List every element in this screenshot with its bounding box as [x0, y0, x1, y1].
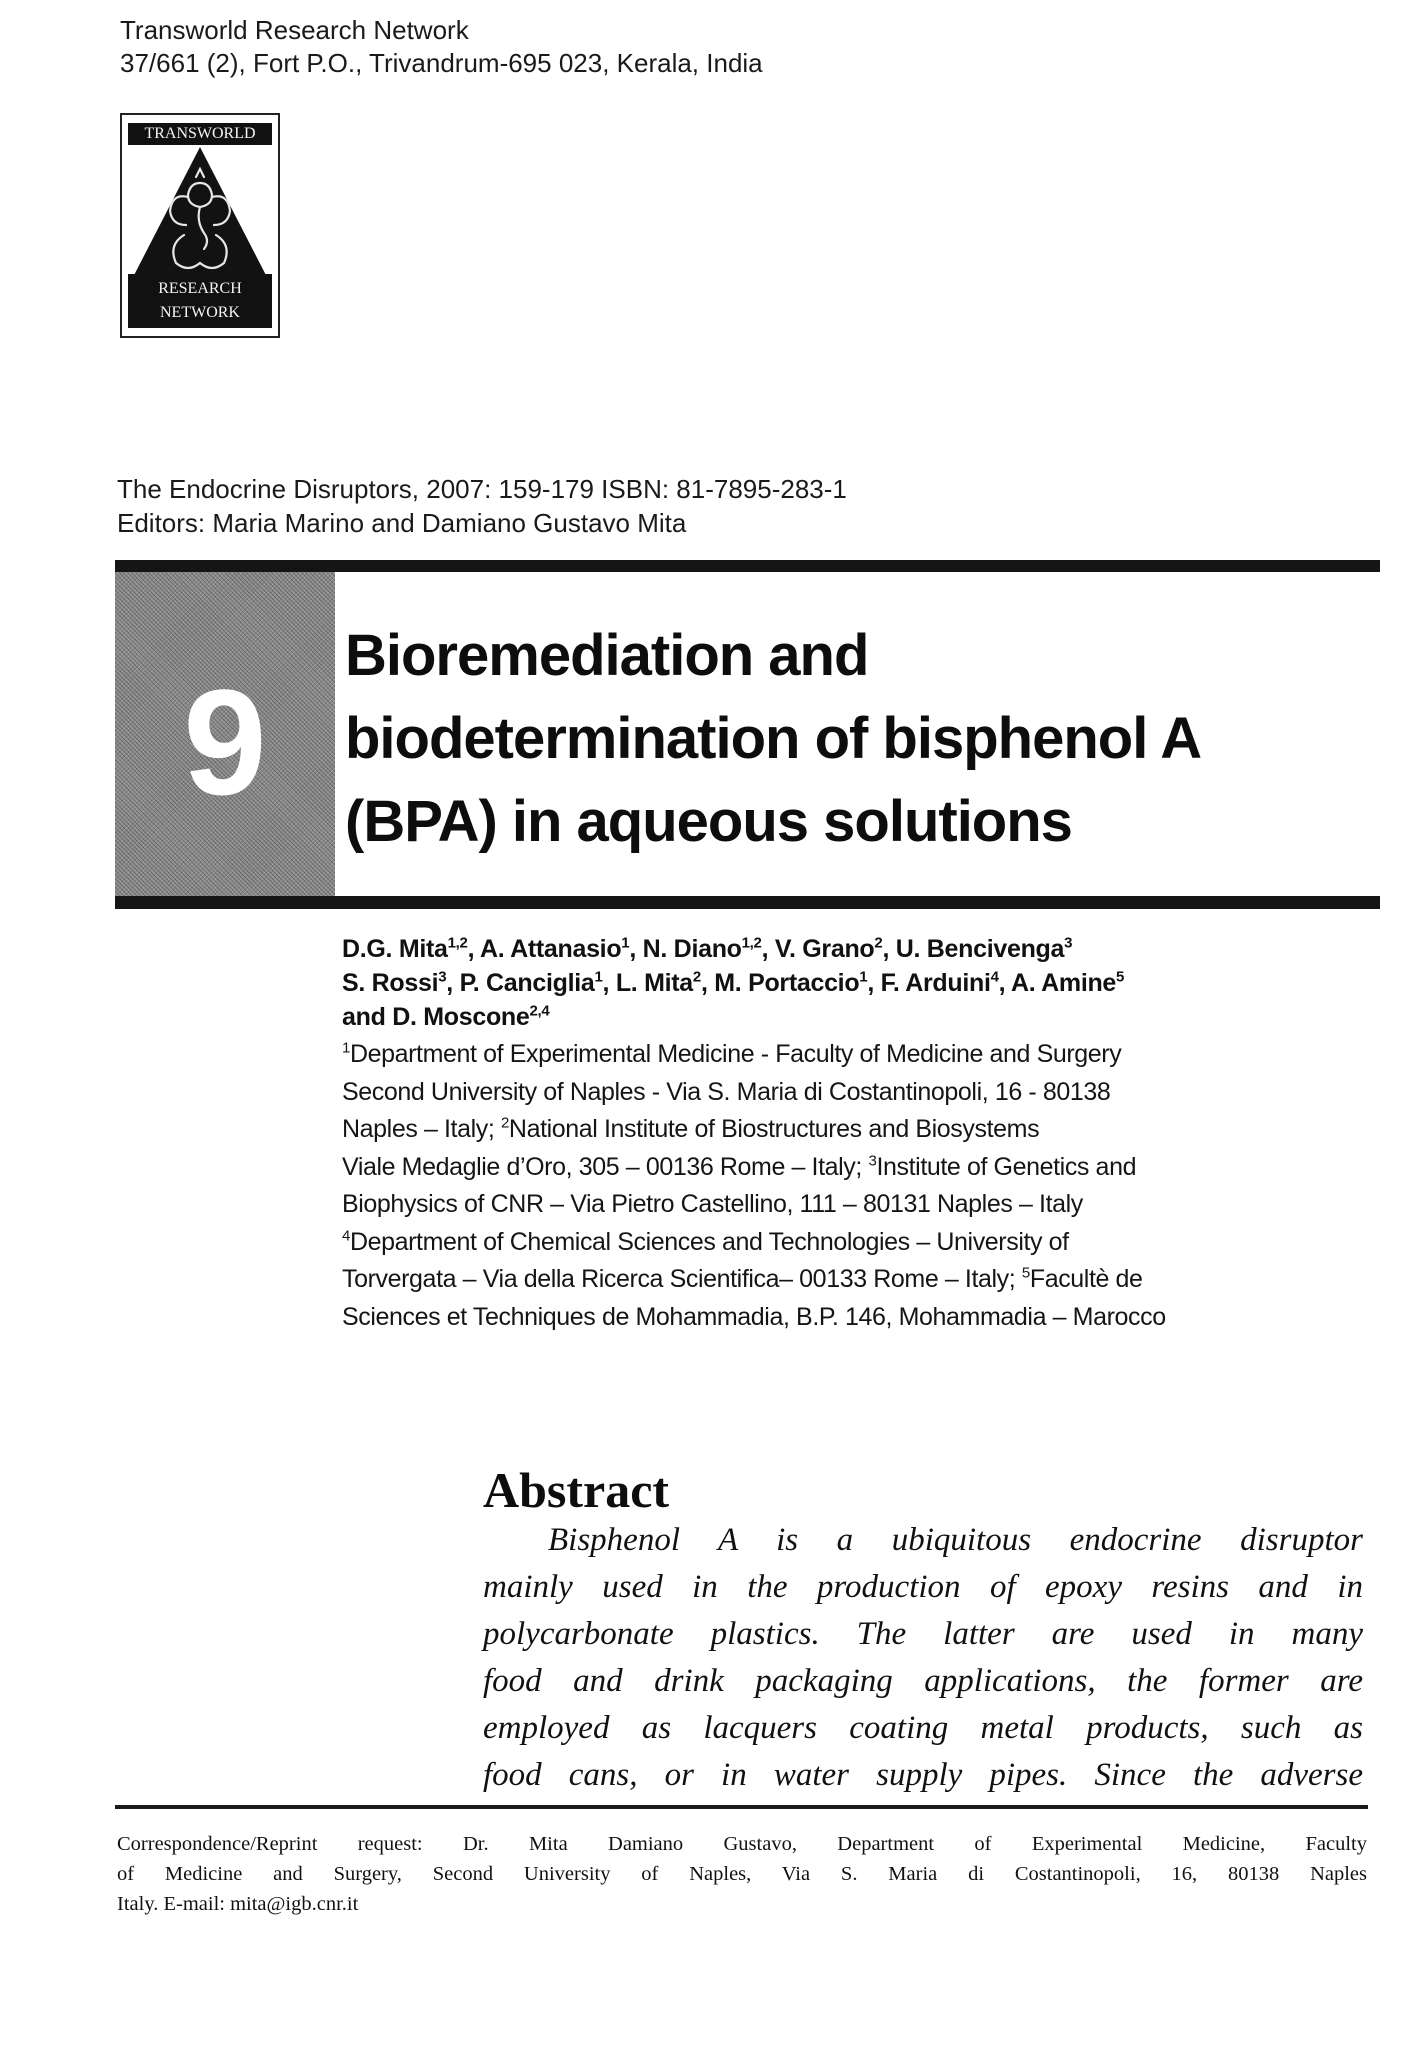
- correspondence-footnote: [117, 1829, 1367, 1919]
- author-affiliation-mark: 1,2: [447, 934, 468, 952]
- footnote-rule: [115, 1805, 1368, 1809]
- affiliation-mark: 3: [868, 1152, 877, 1170]
- title-rule-bottom: [115, 896, 1380, 909]
- affiliation-text: Department of Chemical Sciences and Technologies – University of: [349, 1227, 1069, 1256]
- affiliation-line: [342, 1036, 1377, 1074]
- author-name: V. Grano: [774, 935, 875, 963]
- author-separator: ,: [700, 969, 715, 997]
- affiliation-line: [342, 1149, 1377, 1187]
- title-rule-top: [115, 560, 1380, 572]
- author-affiliation-mark: 2: [874, 934, 883, 952]
- abstract-line: mainly used in the production of epoxy resins and in: [483, 1569, 1363, 1605]
- author-line: [342, 1000, 1377, 1034]
- affiliation-list: [342, 1036, 1377, 1336]
- author-separator: ,: [882, 935, 896, 963]
- affiliation-line: [342, 1299, 1377, 1337]
- author-separator: ,: [446, 969, 460, 997]
- abstract-line: employed as lacquers coating metal products, such as: [483, 1710, 1363, 1746]
- chapter-number: 9: [183, 658, 267, 826]
- title-line: Bioremediation and: [345, 623, 869, 688]
- logo-bottom-text: [128, 274, 272, 328]
- abstract-body: [483, 1517, 1363, 1799]
- author-name: M. Portaccio: [714, 969, 860, 997]
- affiliation-line: [342, 1224, 1377, 1262]
- publisher-address: 37/661 (2), Fort P.O., Trivandrum-695 023, Kerala, India: [120, 48, 763, 78]
- publisher-name: Transworld Research Network: [120, 15, 469, 45]
- affiliation-mark: 2: [500, 1114, 509, 1132]
- logo-top-text: TRANSWORLD: [128, 123, 272, 145]
- author-separator: ,: [761, 935, 775, 963]
- author-separator: ,: [602, 969, 616, 997]
- title-line: (BPA) in aqueous solutions: [345, 789, 1072, 854]
- affiliation-mark: 4: [342, 1227, 350, 1245]
- author-affiliation-mark: 3: [1064, 934, 1073, 952]
- affiliation-mark: 5: [1021, 1264, 1030, 1282]
- affiliation-line: [342, 1074, 1377, 1112]
- abstract-line: food and drink packaging applications, the former are: [483, 1663, 1363, 1699]
- affiliation-text: Department of Experimental Medicine - Faculty of Medicine and Surgery: [349, 1040, 1122, 1068]
- affiliation-text: Torvergata – Via della Ricerca Scientifica– 00133 Rome – Italy;: [342, 1265, 1022, 1293]
- author-name: F. Arduini: [880, 969, 991, 997]
- author-line: [342, 966, 1377, 1000]
- author-affiliation-mark: 2: [692, 968, 701, 986]
- author-name: D.G. Mita: [342, 935, 448, 963]
- affiliation-line: [342, 1111, 1377, 1149]
- affiliation-text: Second University of Naples - Via S. Maria di Costantinopoli, 16 - 80138: [342, 1077, 1111, 1106]
- author-name: A. Attanasio: [479, 935, 622, 963]
- book-editors: Editors: Maria Marino and Damiano Gustavo Mita: [117, 508, 687, 538]
- author-line: [342, 932, 1377, 966]
- author-affiliation-mark: 1: [594, 968, 603, 986]
- publisher-header: [120, 14, 1120, 80]
- author-affiliation-mark: 4: [990, 968, 999, 986]
- abstract-heading: Abstract: [483, 1462, 670, 1518]
- affiliation-text: Viale Medaglie d’Oro, 305 – 00136 Rome – Italy;: [342, 1152, 869, 1181]
- author-affiliation-mark: 2,4: [529, 1002, 550, 1020]
- author-name: and D. Moscone: [342, 1003, 530, 1031]
- affiliation-line: [342, 1261, 1377, 1299]
- affiliation-line: [342, 1186, 1377, 1224]
- logo-bottom-text-1: RESEARCH: [158, 280, 242, 297]
- author-name: A. Amine: [1011, 969, 1117, 997]
- author-separator: ,: [467, 935, 480, 963]
- book-citation: The Endocrine Disruptors, 2007: 159-179 ISBN: 81-7895-283-1: [117, 474, 847, 504]
- affiliation-text: Facultè de: [1029, 1265, 1143, 1293]
- affiliation-mark: 1: [342, 1039, 350, 1057]
- logo-bottom-text-2: NETWORK: [160, 304, 240, 321]
- author-affiliation-mark: 1,2: [741, 934, 762, 952]
- affiliation-text: Institute of Genetics and: [876, 1152, 1137, 1181]
- title-line: biodetermination of bisphenol A: [345, 706, 1202, 771]
- author-affiliation-mark: 3: [438, 968, 447, 986]
- affiliation-text: Naples – Italy;: [342, 1115, 501, 1143]
- author-affiliation-mark: 1: [621, 934, 630, 952]
- author-affiliation-mark: 5: [1116, 968, 1125, 986]
- author-list: [342, 932, 1377, 1034]
- book-info: [117, 472, 1217, 540]
- ganesha-triangle-icon: [128, 145, 272, 285]
- footnote-line: Correspondence/Reprint request: Dr. Mita Damiano Gustavo, Department of Experimental Medicine, Faculty: [117, 1833, 1367, 1855]
- author-name: U. Bencivenga: [895, 935, 1065, 963]
- affiliation-text: Biophysics of CNR – Via Pietro Castellino, 111 – 80131 Naples – Italy: [342, 1190, 1083, 1218]
- footnote-line: of Medicine and Surgery, Second University of Naples, Via S. Maria di Costantinopoli, 16, 80138 Naples: [117, 1863, 1367, 1885]
- abstract-line: Bisphenol A is a ubiquitous endocrine disruptor: [548, 1522, 1363, 1558]
- publisher-logo: [120, 113, 280, 338]
- author-name: S. Rossi: [342, 969, 439, 997]
- affiliation-text: National Institute of Biostructures and Biosystems: [508, 1115, 1040, 1143]
- author-name: L. Mita: [615, 969, 693, 997]
- chapter-number-box: [115, 572, 335, 896]
- author-affiliation-mark: 1: [859, 968, 868, 986]
- author-name: N. Diano: [642, 935, 742, 963]
- abstract-line: polycarbonate plastics. The latter are used in many: [483, 1616, 1363, 1652]
- chapter-title: [345, 614, 1375, 863]
- footnote-line: Italy. E-mail: mita@igb.cnr.it: [117, 1893, 359, 1915]
- author-separator: ,: [629, 935, 643, 963]
- affiliation-text: Sciences et Techniques de Mohammadia, B.P. 146, Mohammadia – Marocco: [342, 1302, 1166, 1331]
- abstract-line: food cans, or in water supply pipes. Since the adverse: [483, 1757, 1363, 1793]
- author-separator: ,: [998, 969, 1012, 997]
- author-name: P. Canciglia: [459, 969, 595, 997]
- author-separator: ,: [867, 969, 881, 997]
